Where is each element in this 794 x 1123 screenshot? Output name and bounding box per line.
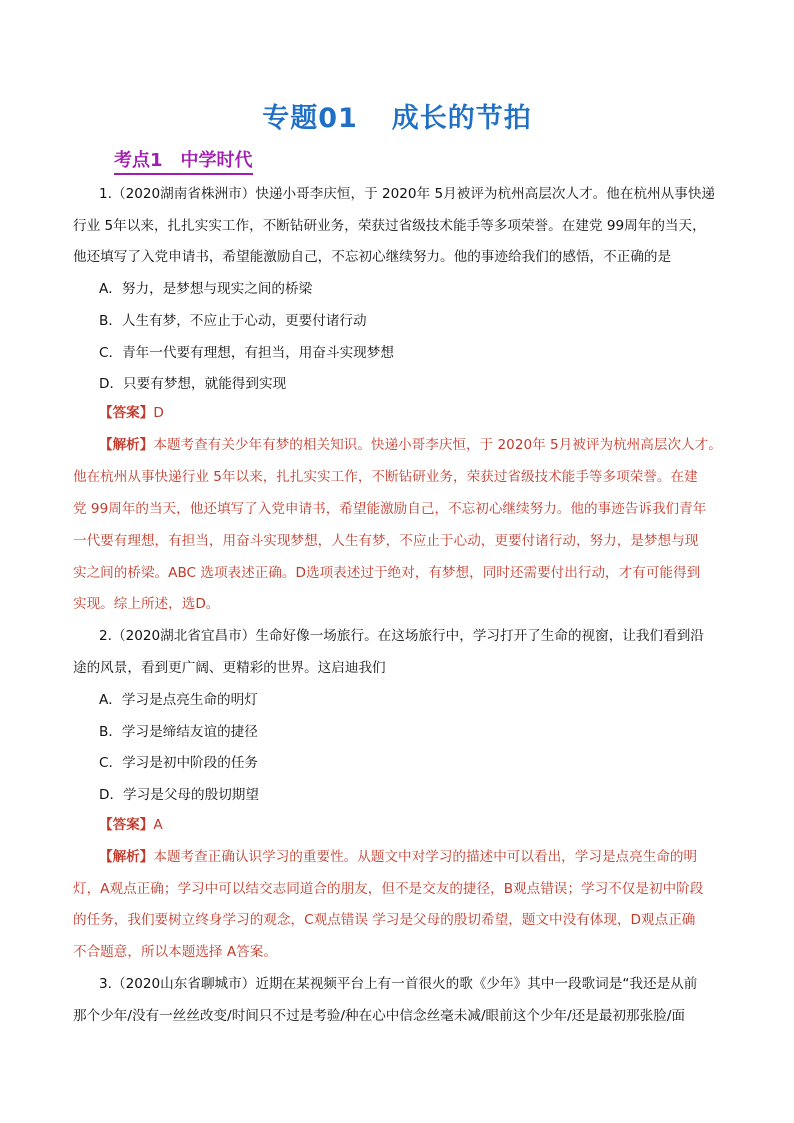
q3-line-2: 那个少年/没有一丝丝改变/时间只不过是考验/种在心中信念丝毫未减/眼前这个少年/还是最初那张脸/面	[73, 1008, 686, 1024]
q1-analysis-1	[99, 435, 722, 455]
q1-line-1: 1.（2020湖南省株洲市）快递小哥李庆恒，于 2020年 5月被评为杭州高层次人才。他在杭州从事快递	[99, 186, 716, 202]
q1-option-d: D．只要有梦想，就能得到实现	[99, 376, 287, 392]
page-title	[0, 96, 794, 135]
q1-line-2: 行业 5年以来，扎扎实实工作，不断钻研业务，荣获过省级技术能手等多项荣誉。在建党 99周年的当天，	[73, 218, 706, 234]
q2-analysis-3: 的任务，我们要树立终身学习的观念，C观点错误 学习是父母的殷切希望，题文中没有体现，D观点正确	[73, 912, 696, 928]
q1-line-3: 他还填写了入党申请书，希望能激励自己，不忘初心继续努力。他的事迹给我们的感悟，不正确的是	[73, 249, 672, 265]
answer-tag: 【答案】	[99, 405, 154, 421]
q1-option-a: A．努力，是梦想与现实之间的桥梁	[99, 281, 313, 297]
section-heading: 考点1 中学时代	[114, 146, 253, 175]
q1-option-b: B．人生有梦，不应止于心动，更要付诸行动	[99, 313, 367, 329]
q2-analysis-2: 灯，A观点正确；学习中可以结交志同道合的朋友，但不是交友的捷径，B观点错误；学习不仅是初中阶段	[73, 881, 704, 897]
q1-analysis-4: 一代要有理想，有担当，用奋斗实现梦想，人生有梦，不应止于心动，更要付诸行动，努力，是梦想与现	[73, 533, 699, 549]
q2-line-2: 途的风景，看到更广阔、更精彩的世界。这启迪我们	[73, 660, 386, 676]
q2-option-c: C．学习是初中阶段的任务	[99, 755, 259, 771]
q2-option-b: B．学习是缔结友谊的捷径	[99, 724, 258, 740]
answer-value: A	[153, 817, 163, 833]
analysis-tag: 【解析】	[99, 437, 154, 453]
q3-line-1: 3.（2020山东省聊城市）近期在某视频平台上有一首很火的歌《少年》其中一段歌词是“我还是从前	[99, 976, 698, 992]
q2-analysis-4: 不合题意，所以本题选择 A答案。	[73, 944, 277, 960]
q2-line-1: 2.（2020湖北省宜昌市）生命好像一场旅行。在这场旅行中，学习打开了生命的视窗，让我们看到沿	[99, 628, 704, 644]
q2-option-d: D．学习是父母的殷切期望	[99, 787, 259, 803]
analysis-text: 本题考查正确认识学习的重要性。从题文中对学习的描述中可以看出，学习是点亮生命的明	[153, 849, 698, 865]
q1-analysis-6: 实现。综上所述，选D。	[73, 596, 220, 612]
title-main: 专题01	[262, 103, 358, 134]
analysis-text: 本题考查有关少年有梦的相关知识。快递小哥李庆恒，于 2020年 5月被评为杭州高层次人才。	[153, 437, 722, 453]
q1-option-c: C．青年一代要有理想，有担当，用奋斗实现梦想	[99, 345, 394, 361]
analysis-tag: 【解析】	[99, 849, 154, 865]
q1-analysis-2: 他在杭州从事快递行业 5年以来，扎扎实实工作，不断钻研业务，荣获过省级技术能手等多项荣誉。在建	[73, 469, 698, 485]
answer-tag: 【答案】	[99, 817, 154, 833]
q2-analysis-1	[99, 847, 697, 867]
q1-analysis-3: 党 99周年的当天，他还填写了入党申请书，希望能激励自己，不忘初心继续努力。他的事迹告诉我们青年	[73, 501, 707, 517]
q2-option-a: A．学习是点亮生命的明灯	[99, 692, 258, 708]
q1-answer	[99, 403, 164, 423]
q1-analysis-5: 实之间的桥梁。ABC 选项表述正确。D选项表述过于绝对，有梦想，同时还需要付出行动，才有可能得到	[73, 565, 701, 581]
title-sub: 成长的节拍	[391, 103, 532, 134]
answer-value: D	[153, 405, 164, 421]
q2-answer	[99, 815, 163, 835]
